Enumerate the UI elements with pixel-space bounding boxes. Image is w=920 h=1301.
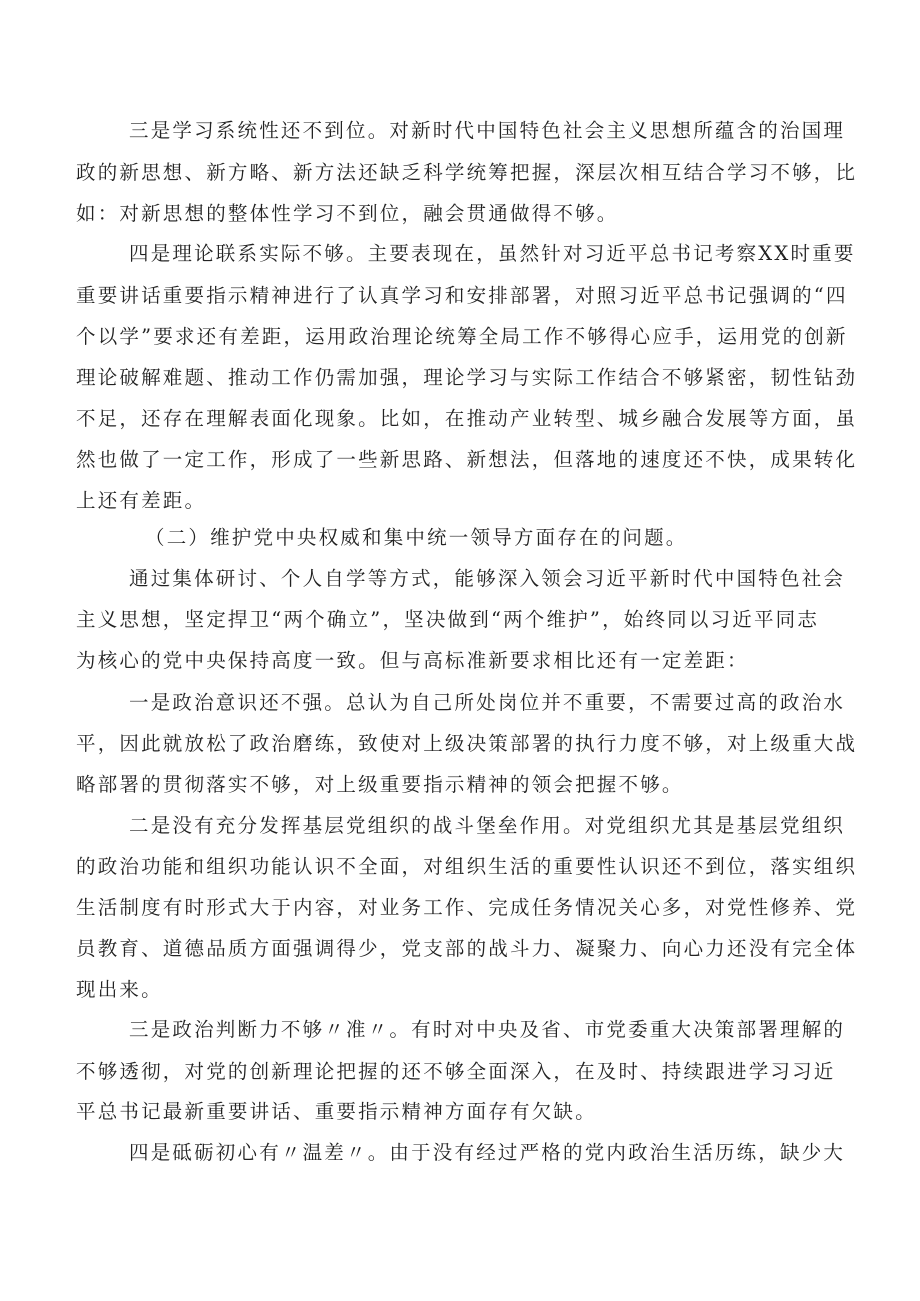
paragraph-line: 然也做了一定工作，形成了一些新思路、新想法，但落地的速度还不快，成果转化: [76, 448, 858, 471]
paragraph-line: 如：对新思想的整体性学习不到位，融会贯通做得不够。: [76, 202, 619, 225]
paragraph-line: 政的新思想、新方略、新方法还缺乏科学统筹把握，深层次相互结合学习不够，比: [76, 161, 858, 184]
paragraph-line: 上还有差距。: [76, 489, 207, 512]
section-heading: （二）维护党中央权威和集中统一领导方面存在的问题。: [145, 526, 688, 549]
paragraph-line: 重要讲话重要指示精神进行了认真学习和安排部署，对照习近平总书记强调的“四: [76, 284, 848, 307]
paragraph-line: 四是砥砺初心有〃温差〃。由于没有经过严格的党内政治生活历练，缺少大: [129, 1141, 846, 1164]
paragraph-line: 理论破解难题、推动工作仍需加强，理论学习与实际工作结合不够紧密，韧性钻劲: [76, 366, 858, 389]
paragraph-line: 略部署的贯彻落实不够，对上级重要指示精神的领会把握不够。: [76, 773, 684, 796]
paragraph-line: 的政治功能和组织功能认识不全面，对组织生活的重要性认识还不到位，落实组织: [76, 855, 858, 878]
paragraph-line: 为核心的党中央保持高度一致。但与高标准新要求相比还有一定差距：: [76, 649, 749, 672]
paragraph-line: 通过集体研讨、个人自学等方式，能够深入领会习近平新时代中国特色社会: [129, 567, 846, 590]
paragraph-line: 四是理论联系实际不够。主要表现在，虽然针对习近平总书记考察XX时重要: [129, 242, 856, 265]
paragraph-line: 一是政治意识还不强。总认为自己所处岗位并不重要，不需要过高的政治水: [129, 691, 846, 714]
paragraph-line: 不足，还存在理解表面化现象。比如，在推动产业转型、城乡融合发展等方面，虽: [76, 407, 858, 430]
paragraph-line: 现出来。: [76, 978, 163, 1001]
paragraph-line: 员教育、道德品质方面强调得少，党支部的战斗力、凝聚力、向心力还没有完全体: [76, 937, 858, 960]
paragraph-line: 平总书记最新重要讲话、重要指示精神方面存有欠缺。: [76, 1100, 597, 1123]
paragraph-line: 三是学习系统性还不到位。对新时代中国特色社会主义思想所蕴含的治国理: [129, 119, 846, 142]
paragraph-line: 生活制度有时形式大于内容，对业务工作、完成任务情况关心多，对党性修养、党: [76, 896, 858, 919]
paragraph-line: 不够透彻，对党的创新理论把握的还不够全面深入，在及时、持续跟进学习习近: [76, 1060, 836, 1083]
paragraph-line: 三是政治判断力不够〃准〃。有时对中央及省、市党委重大决策部署理解的: [129, 1018, 846, 1041]
paragraph-line: 平，因此就放松了政治磨练，致使对上级决策部署的执行力度不够，对上级重大战: [76, 732, 858, 755]
paragraph-line: 个以学”要求还有差距，运用政治理论统筹全局工作不够得心应手，运用党的创新: [76, 325, 848, 348]
paragraph-line: 二是没有充分发挥基层党组织的战斗堡垒作用。对党组织尤其是基层党组织: [129, 814, 846, 837]
paragraph-line: 主义思想，坚定捍卫“两个确立”，坚决做到“两个维护”，始终同以习近平同志: [76, 608, 820, 631]
